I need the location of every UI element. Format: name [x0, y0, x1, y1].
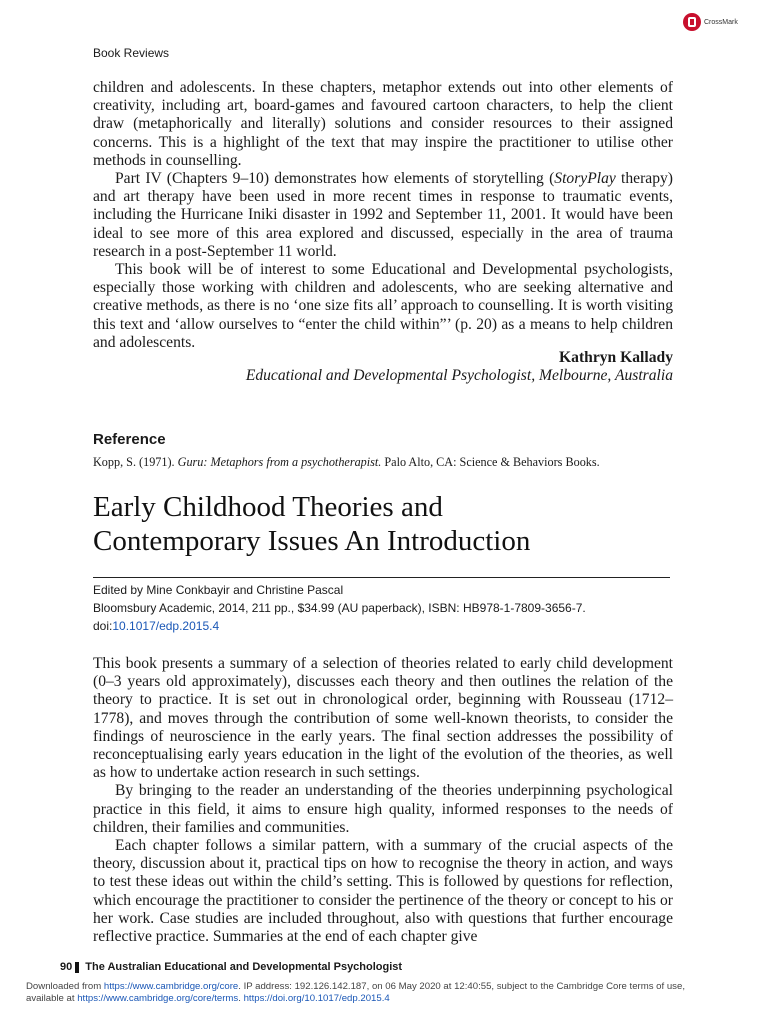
terms-link[interactable]: https://www.cambridge.org/core/terms	[77, 993, 239, 1004]
paragraph: Part IV (Chapters 9–10) demonstrates how elements of storytelling (StoryPlay therapy) and art therapy have been used in more recent times in response to traumatic events, including the Hurricane Iniki disaster in 1992 and September 11, 2001. It would have been ideal to see more of this area explored and discussed, especially in the area of trauma research in a post-September 11 world.	[93, 170, 673, 260]
cambridge-core-link[interactable]: https://www.cambridge.org/core	[103, 981, 239, 992]
doi-link[interactable]: 10.1017/edp.2015.4	[112, 619, 220, 633]
doi-url-link[interactable]: https://doi.org/10.1017/edp.2015.4	[243, 993, 390, 1004]
paragraph: Each chapter follows a similar pattern, with a summary of the crucial aspects of the theory, discussion about it, practical tips on how to recognise the theory in action, and ways to test these ideas out within the child’s setting. This is followed by questions for reflection, which encourage the practitioner to consider the pertinence of the theory or concept to his or her work. Case studies are included throughout, also with questions that further encourage reflective practice. Summaries at the end of each chapter give	[93, 837, 673, 946]
title-divider	[93, 577, 670, 578]
page-footer	[60, 961, 402, 973]
crossmark-label: CrossMark	[704, 18, 738, 26]
book-publication-info: Bloomsbury Academic, 2014, 211 pp., $34.99 (AU paperback), ISBN: HB978-1-7809-3656-7.	[93, 601, 586, 615]
book-doi: doi:10.1017/edp.2015.4	[93, 619, 220, 633]
review-body-text	[93, 655, 673, 946]
previous-review-text	[93, 79, 673, 352]
footer-bar-icon	[75, 962, 79, 973]
crossmark-icon	[683, 13, 701, 31]
book-editors: Edited by Mine Conkbayir and Christine Pascal	[93, 583, 344, 597]
book-title: Early Childhood Theories and Contemporary Issues An Introduction	[93, 491, 531, 557]
paragraph: This book presents a summary of a selection of theories related to early child development (0–3 years old approximately), discusses each theory and then outlines the relation of the theory to practice. It is set out in chronological order, beginning with Rousseau (1712–1778), and moves through the contribution of some well-known theorists, to consider the findings of neuroscience in the early years. The final section addresses the possibility of reconceptualising early years education in the light of the evolution of the theories, as well as how to undertake action research in such settings.	[93, 655, 673, 782]
running-head: Book Reviews	[93, 46, 170, 60]
reviewer-affiliation: Educational and Developmental Psychologist, Melbourne, Australia	[245, 367, 673, 384]
paragraph: This book will be of interest to some Educational and Developmental psychologists, especially those working with children and adolescents, who are seeking alternative and creative methods, as there is no ‘one size fits all’ approach to counselling. It is worth visiting this text and ‘allow ourselves to “enter the child within”’ (p. 20) as a means to help children and adolescents.	[93, 261, 673, 351]
page-number: 90	[60, 961, 73, 973]
reference-entry: Kopp, S. (1971). Guru: Metaphors from a psychotherapist. Palo Alto, CA: Science & Behaviors Books.	[93, 455, 600, 469]
journal-name: The Australian Educational and Developmental Psychologist	[85, 961, 403, 973]
reviewer-name: Kathryn Kallady	[559, 349, 673, 366]
download-notice: Downloaded from https://www.cambridge.org/core. IP address: 192.126.142.187, on 06 May 2020 at 12:40:55, subject to the Cambridge Core terms of use, available at https://www.cambridge.org/core/terms. https://doi.org/10.1017/edp.2015.4	[26, 981, 685, 1004]
crossmark-badge[interactable]	[683, 12, 738, 32]
reference-heading: Reference	[93, 431, 166, 448]
paragraph: By bringing to the reader an understanding of the theories underpinning psychological practice in this field, it aims to ensure high quality, informed responses to the needs of children, their families and communities.	[93, 782, 673, 836]
paragraph: children and adolescents. In these chapters, metaphor extends out into other elements of creativity, including art, board-games and favoured cartoon characters, to help the client draw (metaphorically and literally) solutions and consider resources to their assigned concerns. This is a highlight of the text that may inspire the practitioner to utilise other methods in counselling.	[93, 79, 673, 169]
